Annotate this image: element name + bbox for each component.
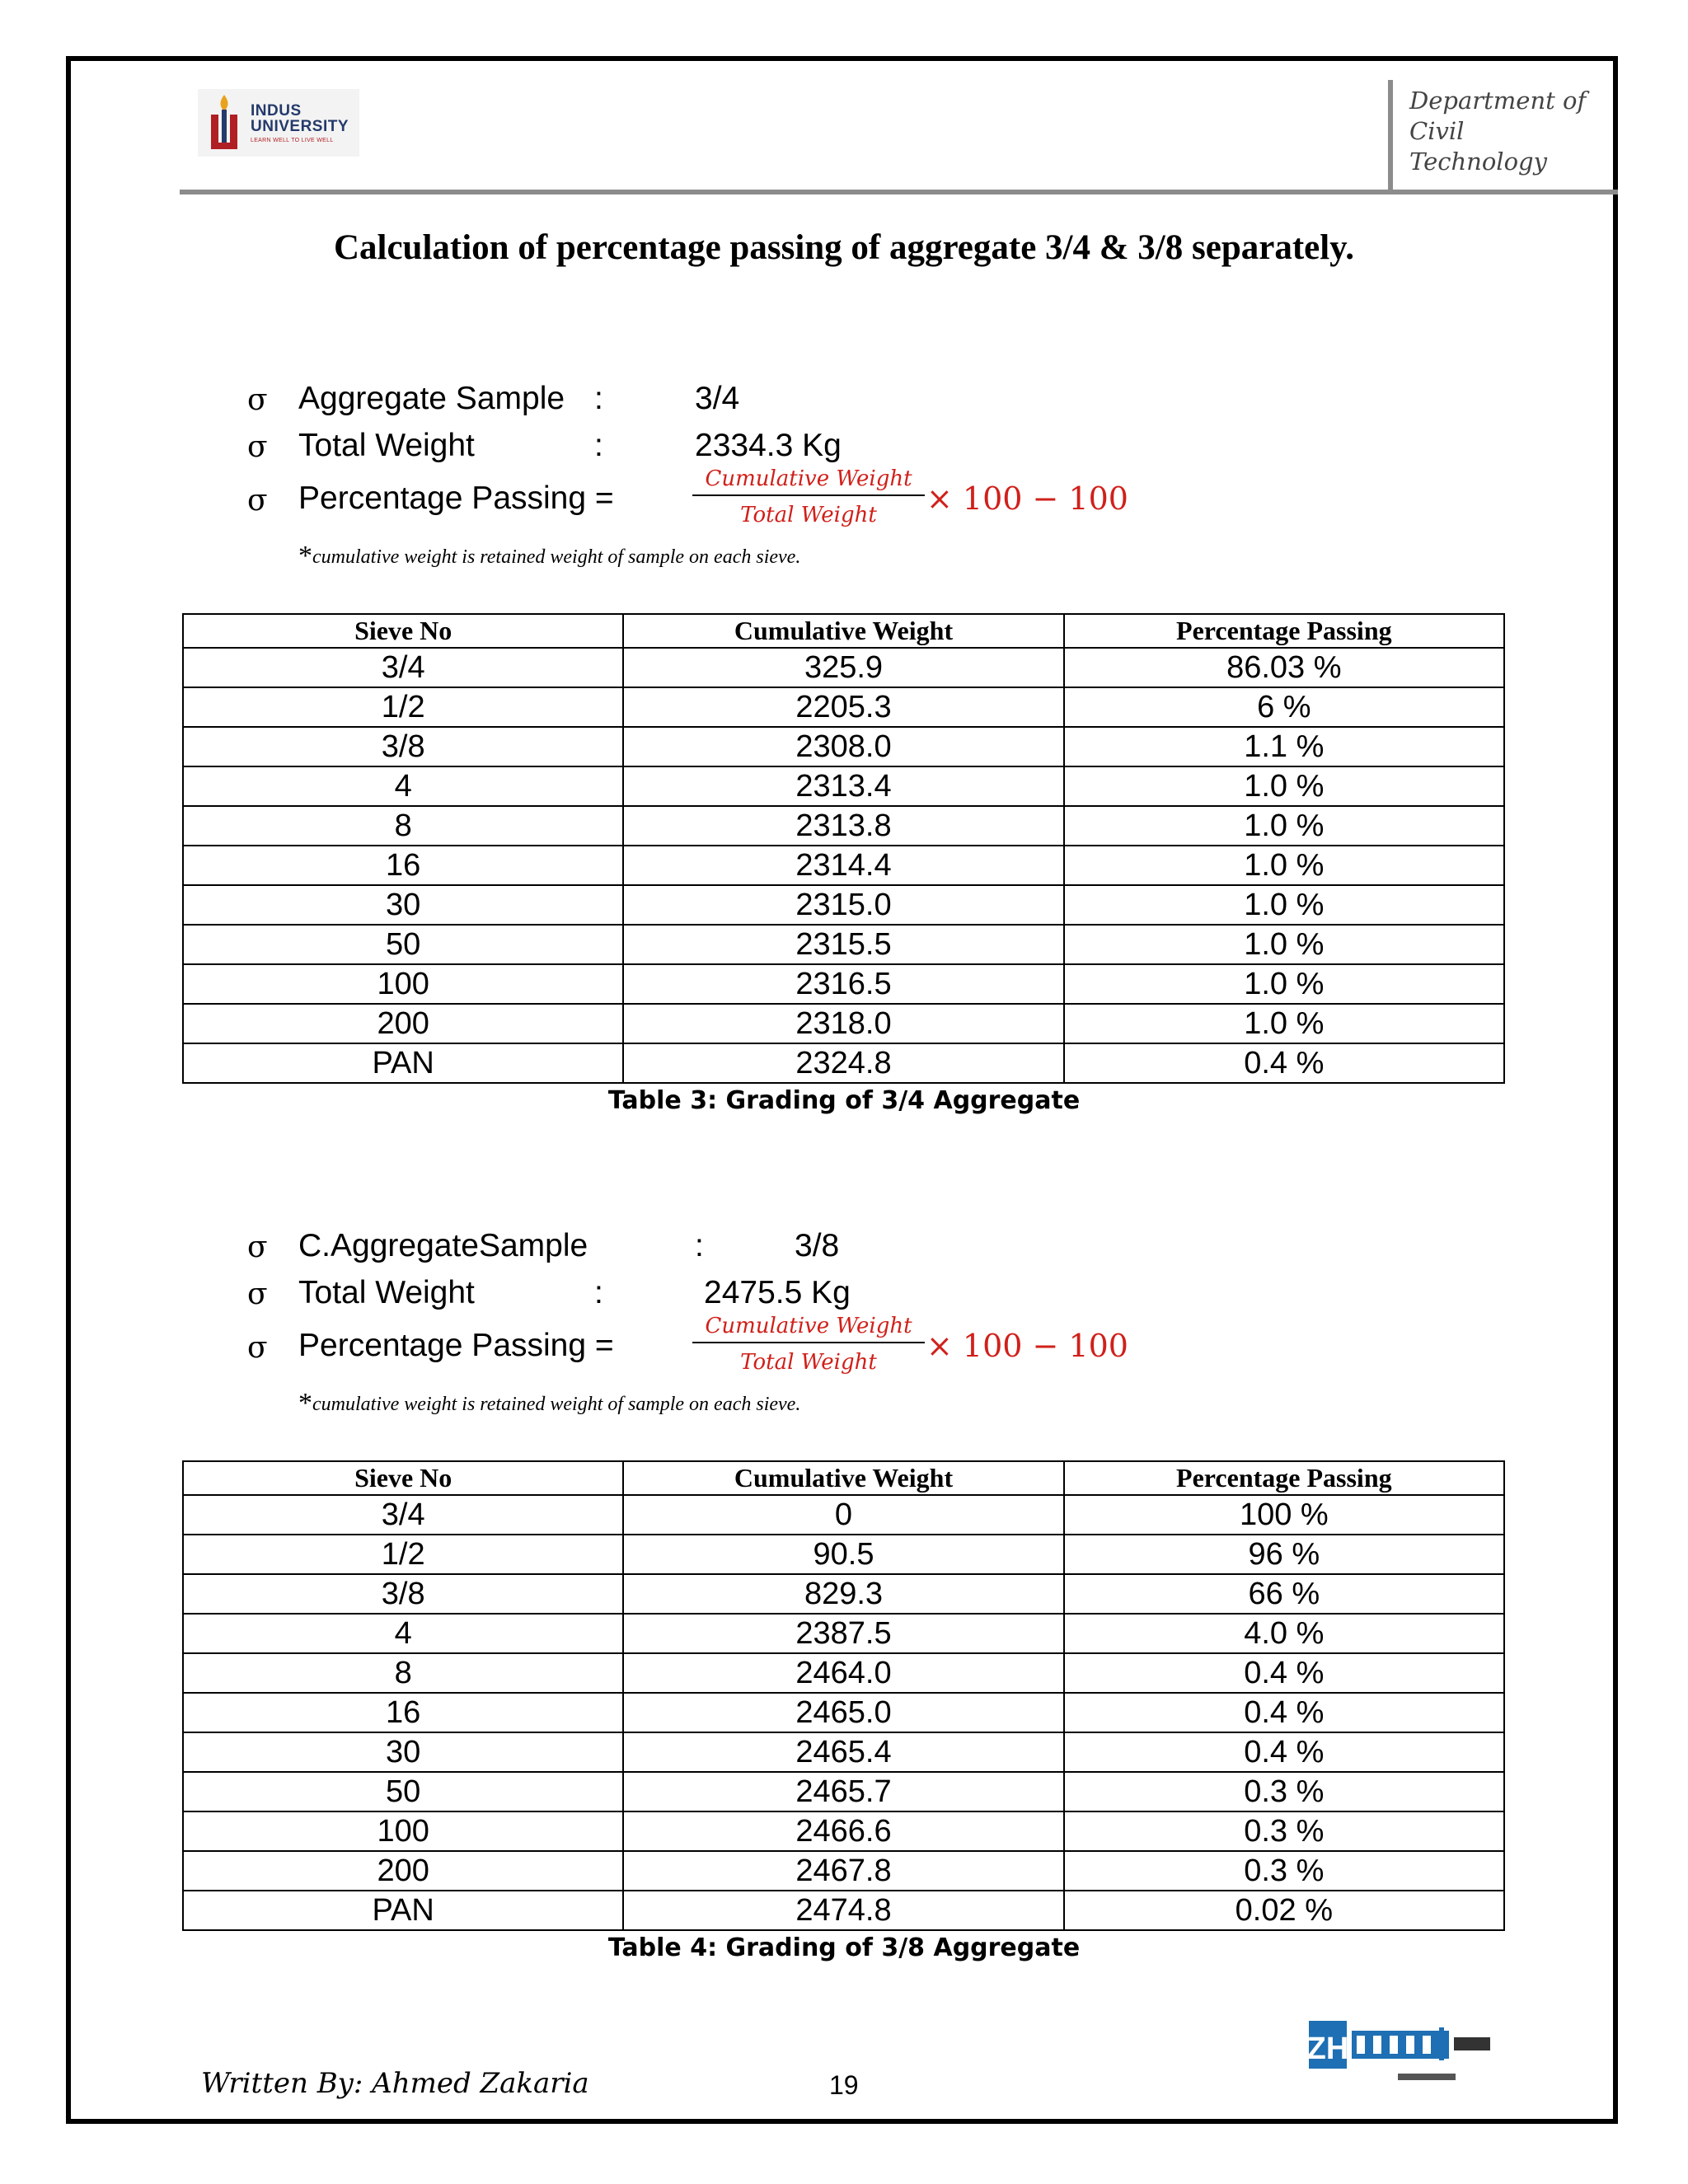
footnote-text: cumulative weight is retained weight of sample on each sieve. [312, 546, 801, 568]
bullet-icon: σ [247, 383, 268, 417]
table-row [183, 846, 1504, 885]
cell-percentage-passing: 1.0 % [1064, 885, 1504, 925]
formula-label: Percentage Passing = [298, 1328, 614, 1363]
logo-line-2: UNIVERSITY [251, 117, 349, 135]
page-title: Calculation of percentage passing of aggregate 3/4 & 3/8 separately. [333, 228, 1355, 267]
cell-sieve-no: PAN [183, 1891, 623, 1930]
formula-label: Percentage Passing = [298, 480, 614, 516]
company-logo-letters: ZH [1307, 2032, 1349, 2066]
header-percentage-passing: Percentage Passing [1064, 614, 1504, 648]
grading-table-3-8 [182, 1460, 1505, 1931]
sample-value: 3/8 [795, 1228, 840, 1263]
sample-value: 3/4 [695, 381, 740, 416]
cell-sieve-no: 3/4 [183, 1495, 623, 1535]
cell-sieve-no: 1/2 [183, 1535, 623, 1574]
table-row [183, 1535, 1504, 1574]
table-row [183, 766, 1504, 806]
cell-sieve-no: 3/8 [183, 1574, 623, 1614]
cell-cumulative-weight: 2465.4 [623, 1732, 1063, 1772]
formula-numerator: Cumulative Weight [692, 466, 925, 496]
company-logo [1307, 2016, 1497, 2102]
table-row [183, 1653, 1504, 1693]
cell-percentage-passing: 66 % [1064, 1574, 1504, 1614]
cell-percentage-passing: 6 % [1064, 687, 1504, 727]
table-row [183, 727, 1504, 766]
header-rule [180, 190, 1618, 194]
cell-percentage-passing: 0.4 % [1064, 1693, 1504, 1732]
cell-cumulative-weight: 2315.0 [623, 885, 1063, 925]
cell-percentage-passing: 0.4 % [1064, 1043, 1504, 1083]
header-percentage-passing: Percentage Passing [1064, 1461, 1504, 1495]
header-cumulative-weight: Cumulative Weight [623, 1461, 1063, 1495]
table-row [183, 1732, 1504, 1772]
cell-sieve-no: 3/4 [183, 648, 623, 687]
weight-colon: : [594, 1275, 603, 1310]
cell-percentage-passing: 96 % [1064, 1535, 1504, 1574]
cell-percentage-passing: 100 % [1064, 1495, 1504, 1535]
cell-sieve-no: 100 [183, 1811, 623, 1851]
table-header-row [183, 1461, 1504, 1495]
table-row [183, 925, 1504, 964]
bullet-icon: σ [247, 1230, 268, 1264]
weight-label: Total Weight [298, 1275, 475, 1310]
footnote [298, 1388, 800, 1419]
weight-value: 2475.5 Kg [704, 1275, 851, 1310]
cell-cumulative-weight: 2465.0 [623, 1693, 1063, 1732]
cell-percentage-passing: 0.4 % [1064, 1653, 1504, 1693]
bullet-icon: σ [247, 1331, 268, 1365]
sample-label: Aggregate Sample [298, 381, 565, 416]
cell-sieve-no: 4 [183, 1614, 623, 1653]
cell-percentage-passing: 0.3 % [1064, 1851, 1504, 1891]
cell-cumulative-weight: 829.3 [623, 1574, 1063, 1614]
logo-line-1: INDUS [251, 101, 302, 120]
cell-sieve-no: 30 [183, 885, 623, 925]
header-sieve-no: Sieve No [183, 1461, 623, 1495]
formula-numerator: Cumulative Weight [692, 1314, 925, 1343]
sample-colon: : [594, 381, 603, 416]
footnote-star: * [298, 541, 312, 571]
cell-cumulative-weight: 2387.5 [623, 1614, 1063, 1653]
footnote [298, 541, 800, 572]
cell-cumulative-weight: 2315.5 [623, 925, 1063, 964]
formula-fraction [692, 466, 925, 527]
cell-cumulative-weight: 90.5 [623, 1535, 1063, 1574]
cell-percentage-passing: 0.4 % [1064, 1732, 1504, 1772]
formula-fraction [692, 1314, 925, 1375]
cell-percentage-passing: 1.0 % [1064, 925, 1504, 964]
weight-value: 2334.3 Kg [695, 428, 842, 463]
cell-cumulative-weight: 2318.0 [623, 1004, 1063, 1043]
cell-cumulative-weight: 2465.7 [623, 1772, 1063, 1811]
header-sieve-no: Sieve No [183, 614, 623, 648]
table-row [183, 1693, 1504, 1732]
cell-percentage-passing: 1.0 % [1064, 806, 1504, 846]
bullet-icon: σ [247, 484, 268, 518]
formula-tail: × 100 − 100 [926, 1328, 1128, 1364]
department-label [1409, 86, 1615, 177]
table-row [183, 1811, 1504, 1851]
university-logo [198, 89, 359, 157]
bullet-icon: σ [247, 430, 268, 464]
table-row [183, 648, 1504, 687]
table-row [183, 1004, 1504, 1043]
cell-sieve-no: 4 [183, 766, 623, 806]
cell-percentage-passing: 0.3 % [1064, 1811, 1504, 1851]
cell-sieve-no: 3/8 [183, 727, 623, 766]
cell-sieve-no: 16 [183, 846, 623, 885]
table-row [183, 964, 1504, 1004]
table-row [183, 1043, 1504, 1083]
cell-cumulative-weight: 2316.5 [623, 964, 1063, 1004]
cell-cumulative-weight: 2313.4 [623, 766, 1063, 806]
cell-cumulative-weight: 2467.8 [623, 1851, 1063, 1891]
table-4-caption: Table 4: Grading of 3/8 Aggregate [607, 1933, 1081, 1962]
logo-tagline: LEARN WELL TO LIVE WELL [251, 137, 334, 143]
table-row [183, 1614, 1504, 1653]
page-number: 19 [829, 2070, 859, 2100]
cell-sieve-no: 1/2 [183, 687, 623, 727]
footnote-star: * [298, 1388, 312, 1418]
formula-denominator: Total Weight [740, 1350, 877, 1375]
cell-sieve-no: 8 [183, 806, 623, 846]
weight-colon: : [594, 428, 603, 463]
cell-cumulative-weight: 2324.8 [623, 1043, 1063, 1083]
formula-denominator: Total Weight [740, 503, 877, 527]
table-row [183, 1851, 1504, 1891]
cell-sieve-no: 200 [183, 1004, 623, 1043]
cell-cumulative-weight: 0 [623, 1495, 1063, 1535]
sample-colon: : [695, 1228, 704, 1263]
cell-sieve-no: 8 [183, 1653, 623, 1693]
table-row [183, 1574, 1504, 1614]
table-row [183, 1891, 1504, 1930]
cell-percentage-passing: 1.0 % [1064, 964, 1504, 1004]
cell-percentage-passing: 86.03 % [1064, 648, 1504, 687]
table-row [183, 885, 1504, 925]
cell-percentage-passing: 1.0 % [1064, 846, 1504, 885]
cell-percentage-passing: 1.0 % [1064, 1004, 1504, 1043]
cell-cumulative-weight: 2466.6 [623, 1811, 1063, 1851]
header-cumulative-weight: Cumulative Weight [623, 614, 1063, 648]
author-credit: Written By: Ahmed Zakaria [201, 2067, 589, 2100]
cell-percentage-passing: 0.02 % [1064, 1891, 1504, 1930]
cell-cumulative-weight: 2205.3 [623, 687, 1063, 727]
cell-sieve-no: 50 [183, 925, 623, 964]
table-row [183, 687, 1504, 727]
cell-sieve-no: PAN [183, 1043, 623, 1083]
table-row [183, 806, 1504, 846]
formula-tail: × 100 − 100 [926, 480, 1128, 517]
torch-emblem-icon [204, 93, 244, 152]
header-vertical-divider [1388, 80, 1393, 192]
cell-cumulative-weight: 2308.0 [623, 727, 1063, 766]
department-line-2: Civil [1409, 117, 1465, 145]
cell-sieve-no: 16 [183, 1693, 623, 1732]
weight-label: Total Weight [298, 428, 475, 463]
cell-sieve-no: 200 [183, 1851, 623, 1891]
cell-percentage-passing: 4.0 % [1064, 1614, 1504, 1653]
table-header-row [183, 614, 1504, 648]
table-3-caption: Table 3: Grading of 3/4 Aggregate [607, 1086, 1081, 1115]
cell-sieve-no: 100 [183, 964, 623, 1004]
cell-percentage-passing: 1.1 % [1064, 727, 1504, 766]
cell-sieve-no: 50 [183, 1772, 623, 1811]
sample-label: C.AggregateSample [298, 1228, 588, 1263]
table-row [183, 1772, 1504, 1811]
cell-percentage-passing: 1.0 % [1064, 766, 1504, 806]
footnote-text: cumulative weight is retained weight of sample on each sieve. [312, 1394, 801, 1415]
department-line-3: Technology [1409, 148, 1547, 176]
cell-cumulative-weight: 2474.8 [623, 1891, 1063, 1930]
cell-percentage-passing: 0.3 % [1064, 1772, 1504, 1811]
department-line-1: Department of [1409, 87, 1587, 115]
table-row [183, 1495, 1504, 1535]
cell-sieve-no: 30 [183, 1732, 623, 1772]
cell-cumulative-weight: 325.9 [623, 648, 1063, 687]
cell-cumulative-weight: 2313.8 [623, 806, 1063, 846]
cell-cumulative-weight: 2314.4 [623, 846, 1063, 885]
cell-cumulative-weight: 2464.0 [623, 1653, 1063, 1693]
bullet-icon: σ [247, 1277, 268, 1311]
grading-table-3-4 [182, 613, 1505, 1084]
